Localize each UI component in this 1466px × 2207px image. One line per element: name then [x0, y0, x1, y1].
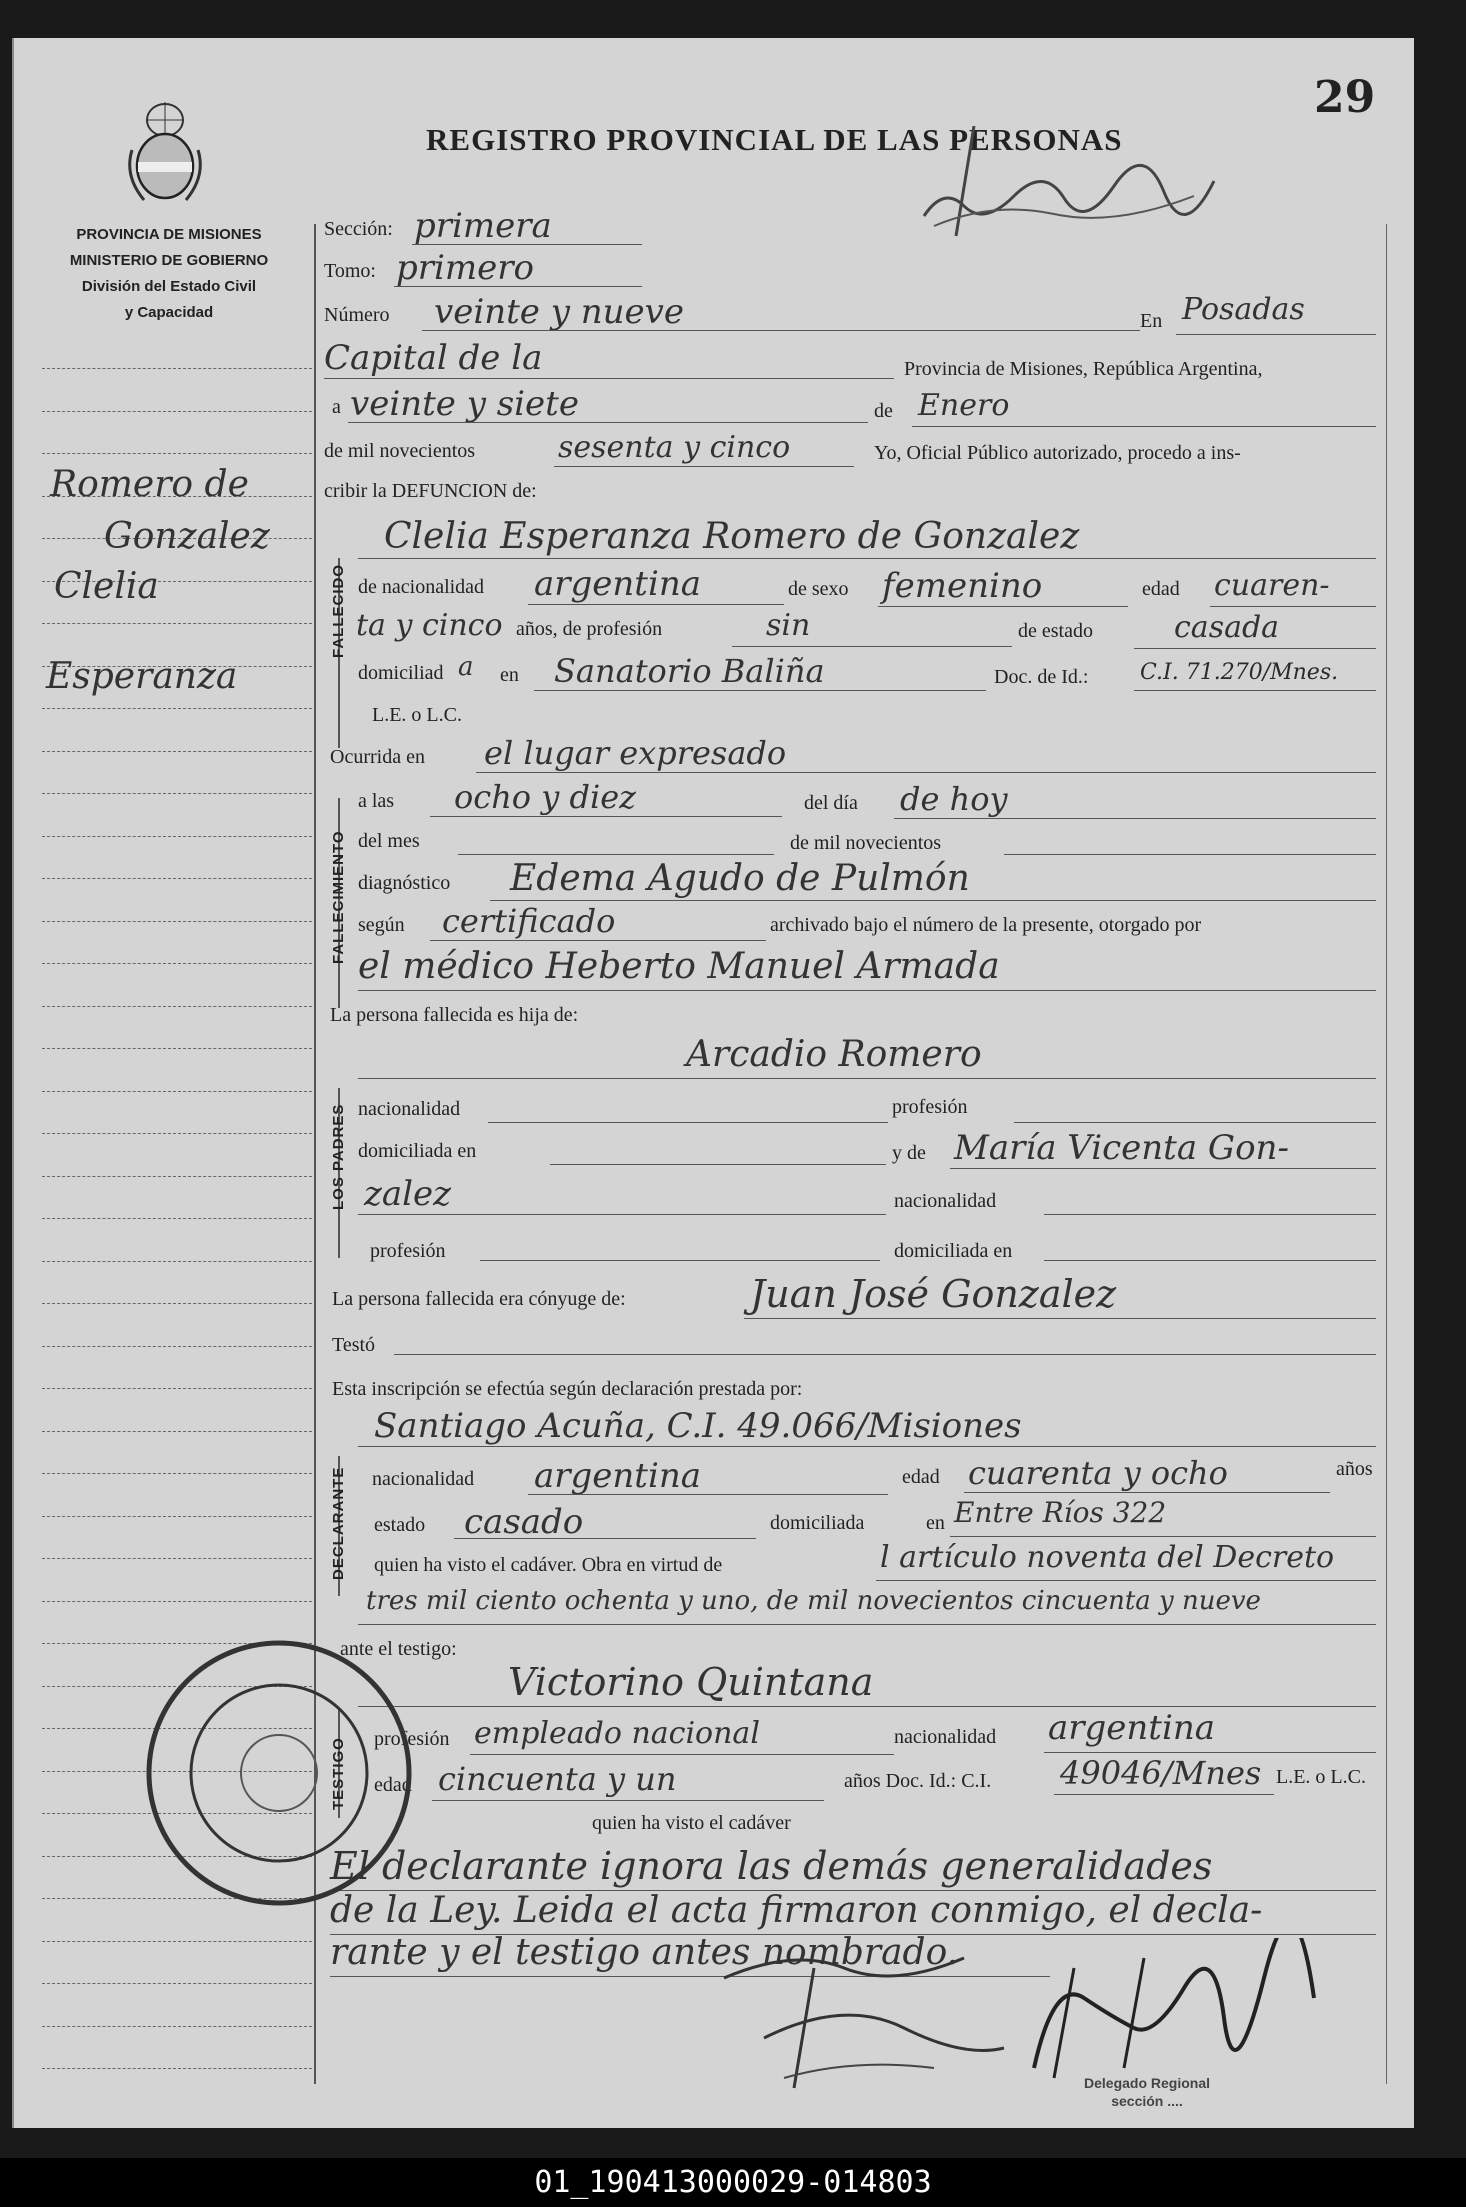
declarante-nacionalidad-value: argentina — [534, 1456, 702, 1496]
margin-rule — [42, 1431, 312, 1432]
mil-label: de mil novecientos — [324, 440, 476, 462]
fallecido-edad-label: edad — [1142, 578, 1180, 600]
en-value: Posadas — [1182, 292, 1305, 327]
signature-caption-1: Delegado Regional — [1084, 2075, 1211, 2091]
page-number: 29 — [1314, 72, 1376, 123]
header-capacidad: y Capacidad — [124, 304, 214, 321]
footer-id: 01_190413000029-014803 — [0, 2158, 1466, 2207]
header-ministry: MINISTERIO DE GOBIERNO — [69, 252, 269, 269]
margin-rule — [42, 1133, 312, 1134]
segun-value: certificado — [442, 902, 616, 940]
delegado-signature — [1014, 1938, 1354, 2093]
del-dia-label: del día — [804, 792, 858, 814]
oficial-text: Yo, Oficial Público autorizado, procedo a ins- — [874, 442, 1241, 464]
fallecido-domicilio-value: Sanatorio Baliña — [554, 652, 825, 690]
margin-name-line-4: Esperanza — [46, 656, 238, 697]
margin-rule — [42, 1218, 312, 1219]
fallecido-sexo-label: de sexo — [788, 578, 849, 600]
margin-rule — [42, 1176, 312, 1177]
padre-value: Arcadio Romero — [686, 1034, 982, 1075]
fallecido-doc-label: Doc. de Id.: — [994, 666, 1089, 688]
testigo-profesion-value: empleado nacional — [474, 1716, 760, 1751]
madre-domiciliada-label: domiciliada en — [894, 1240, 1013, 1262]
fallecido-profesion-value: sin — [766, 608, 811, 643]
margin-rule — [42, 878, 312, 879]
madre-value-1: María Vicenta Gon- — [954, 1128, 1289, 1168]
declarante-section-label: DECLARANTE — [330, 1466, 347, 1580]
testigo-nacionalidad-label: nacionalidad — [894, 1726, 997, 1748]
closing-line-3: rante y el testigo antes nombrado. — [330, 1932, 959, 1973]
fallecido-le-lc: L.E. o L.C. — [372, 704, 462, 726]
margin-rule — [42, 708, 312, 709]
fallecido-en-label: en — [500, 664, 519, 686]
margin-rule — [42, 963, 312, 964]
de-value: Enero — [918, 388, 1010, 423]
padre-domiciliada-label: domiciliada en — [358, 1140, 477, 1162]
seccion-label: Sección: — [324, 218, 393, 240]
ocurrida-label: Ocurrida en — [330, 746, 425, 768]
declarante-cadaver-text: quien ha visto el cadáver. Obra en virtud de — [374, 1554, 723, 1576]
tomo-value: primero — [396, 248, 534, 288]
fallecido-estado-label: de estado — [1018, 620, 1093, 642]
declarante-signature — [704, 1938, 1024, 2103]
a-las-label: a las — [358, 790, 395, 812]
declarante-domicilio-value: Entre Ríos 322 — [954, 1496, 1167, 1529]
margin-rule — [42, 623, 312, 624]
fallecido-section-label: FALLECIDO — [330, 564, 347, 658]
header-division: División del Estado Civil — [81, 278, 257, 295]
declarante-edad-value: cuarenta y ocho — [968, 1454, 1228, 1492]
declarante-intro: Esta inscripción se efectúa según declaración prestada por: — [332, 1378, 803, 1400]
diagnostico-value: Edema Agudo de Pulmón — [510, 858, 970, 899]
a-las-value: ocho y diez — [454, 778, 636, 816]
official-stamp — [134, 1628, 424, 1923]
cribir-text: cribir la DEFUNCION de: — [324, 480, 537, 502]
yde-label: y de — [892, 1142, 926, 1164]
margin-name-line-1: Romero de — [50, 464, 249, 505]
testo-label: Testó — [332, 1334, 376, 1356]
testigo-le-lc: L.E. o L.C. — [1276, 1766, 1366, 1788]
testigo-nacionalidad-value: argentina — [1048, 1708, 1216, 1748]
document-title: REGISTRO PROVINCIAL DE LAS PERSONAS — [426, 122, 1123, 157]
margin-rule — [42, 1473, 312, 1474]
declarante-en-label: en — [926, 1512, 945, 1534]
fallecido-nacionalidad-value: argentina — [534, 564, 702, 604]
capital-value: Capital de la — [324, 338, 543, 378]
margin-rule — [42, 751, 312, 752]
margin-rule — [42, 453, 312, 454]
declarante-edad-label: edad — [902, 1466, 940, 1488]
margin-rule — [42, 1006, 312, 1007]
numero-label: Número — [324, 304, 390, 326]
margin-rule — [42, 411, 312, 412]
testigo-anos-doc: años Doc. Id.: C.I. — [844, 1770, 992, 1792]
fallecido-edad-value-2: ta y cinco — [356, 608, 503, 643]
document-page — [12, 38, 1414, 2128]
fallecido-sexo-value: femenino — [882, 566, 1043, 606]
fallecido-name: Clelia Esperanza Romero de Gonzalez — [384, 516, 1080, 557]
tomo-label: Tomo: — [324, 260, 376, 282]
closing-line-1: El declarante ignora las demás generalidades — [330, 1844, 1213, 1888]
margin-rule — [42, 1941, 312, 1942]
mil-value: sesenta y cinco — [558, 430, 791, 465]
hija-text: La persona fallecida es hija de: — [330, 1004, 579, 1026]
declarante-virtud-value-1: l artículo noventa del Decreto — [880, 1540, 1335, 1575]
margin-rule — [42, 1091, 312, 1092]
testigo-intro: ante el testigo: — [340, 1638, 457, 1660]
margin-name-line-3: Clelia — [54, 566, 159, 607]
madre-value-2: zalez — [364, 1174, 452, 1214]
ocurrida-value: el lugar expresado — [484, 734, 787, 772]
margin-rule — [42, 1388, 312, 1389]
conyuge-label: La persona fallecida era cónyuge de: — [332, 1288, 626, 1310]
signature-caption-2: sección .... — [1111, 2093, 1183, 2109]
archivado-text: archivado bajo el número de la presente, otorgado por — [770, 914, 1202, 936]
testigo-edad-label: edad — [374, 1774, 412, 1796]
margin-rule — [42, 1983, 312, 1984]
testigo-doc-value: 49046/Mnes — [1060, 1754, 1262, 1792]
madre-profesion-label: profesión — [370, 1240, 446, 1262]
declarante-virtud-value-2: tres mil ciento ochenta y uno, de mil novecientos cincuenta y nueve — [366, 1586, 1261, 1616]
a-value: veinte y siete — [350, 384, 579, 424]
padres-section-label: LOS PADRES — [330, 1103, 347, 1210]
header-province: PROVINCIA DE MISIONES — [76, 226, 262, 243]
margin-name-line-2: Gonzalez — [104, 516, 270, 557]
margin-rule — [42, 1346, 312, 1347]
fallecido-domiciliado-suffix: a — [458, 652, 474, 682]
del-dia-value: de hoy — [900, 780, 1008, 818]
margin-rule — [42, 1558, 312, 1559]
declarante-name: Santiago Acuña, C.I. 49.066/Misiones — [374, 1406, 1022, 1446]
margin-rule — [42, 921, 312, 922]
declarante-anos-label: años — [1336, 1458, 1373, 1480]
declarante-estado-value: casado — [464, 1502, 584, 1542]
del-mes-label: del mes — [358, 830, 420, 852]
margin-rule — [42, 1261, 312, 1262]
padre-profesion-label: profesión — [892, 1096, 968, 1118]
de-label: de — [874, 400, 893, 422]
margin-rule — [42, 1601, 312, 1602]
testigo-section-label: TESTIGO — [330, 1737, 347, 1810]
en-label: En — [1140, 310, 1163, 332]
fallecido-anos-profesion: años, de profesión — [516, 618, 663, 640]
testigo-cadaver-text: quien ha visto el cadáver — [592, 1812, 791, 1834]
padre-nacionalidad-label: nacionalidad — [358, 1098, 461, 1120]
seccion-value: primera — [414, 206, 552, 246]
margin-rule — [42, 1516, 312, 1517]
header-signature — [904, 126, 1244, 251]
numero-value: veinte y nueve — [434, 292, 684, 332]
margin-rule — [42, 1048, 312, 1049]
conyuge-value: Juan José Gonzalez — [750, 1272, 1117, 1316]
fallecido-doc-value: C.I. 71.270/Mnes. — [1140, 660, 1339, 685]
testigo-name: Victorino Quintana — [508, 1660, 874, 1704]
segun-label: según — [358, 914, 405, 936]
diagnostico-label: diagnóstico — [358, 872, 451, 894]
a-label: a — [332, 396, 341, 418]
fallecido-edad-value-1: cuaren- — [1214, 568, 1330, 603]
coat-of-arms-icon — [122, 100, 208, 213]
margin-rule — [42, 793, 312, 794]
margin-rule — [42, 1303, 312, 1304]
margin-rule — [42, 836, 312, 837]
fallecido-domiciliado-label: domiciliad — [358, 662, 444, 684]
madre-nacionalidad-label: nacionalidad — [894, 1190, 997, 1212]
margin-rule — [42, 2068, 312, 2069]
declarante-nacionalidad-label: nacionalidad — [372, 1468, 475, 1490]
fallecido-nacionalidad-label: de nacionalidad — [358, 576, 485, 598]
margin-rule — [42, 368, 312, 369]
declarante-estado-label: estado — [374, 1514, 426, 1536]
testigo-edad-value: cincuenta y un — [438, 1760, 677, 1798]
testigo-profesion-label: profesión — [374, 1728, 450, 1750]
provincia-text: Provincia de Misiones, República Argentina, — [904, 358, 1263, 380]
declarante-domiciliada-label: domiciliada — [770, 1512, 865, 1534]
margin-rule — [42, 2026, 312, 2027]
mil-nov-label: de mil novecientos — [790, 832, 942, 854]
fallecido-estado-value: casada — [1174, 610, 1280, 645]
closing-line-2: de la Ley. Leida el acta firmaron conmigo, el decla- — [330, 1890, 1263, 1931]
fallecimiento-section-label: FALLECIMIENTO — [330, 830, 347, 964]
medico-value: el médico Heberto Manuel Armada — [358, 946, 1000, 987]
